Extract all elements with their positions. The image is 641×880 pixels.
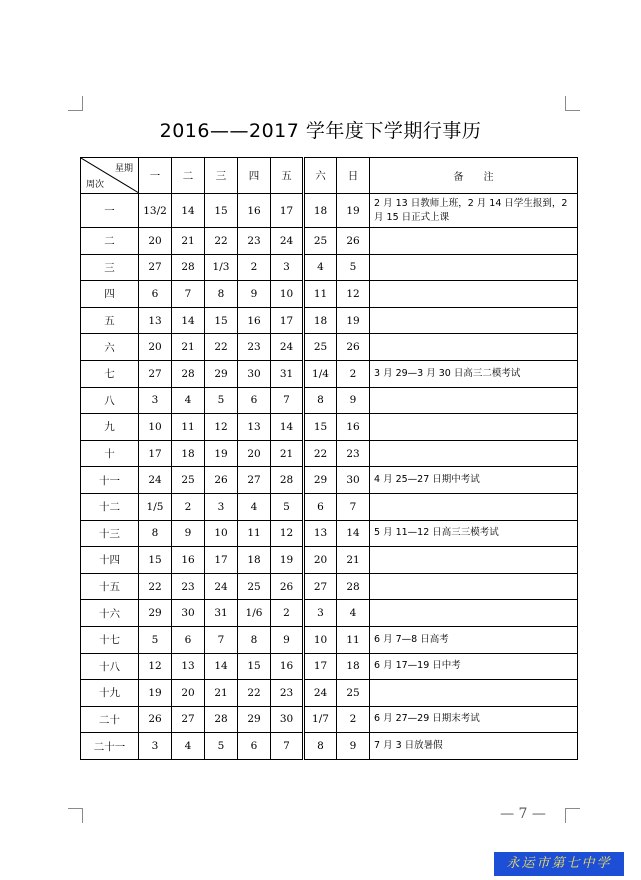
date-cell: 5 (205, 387, 238, 414)
date-cell: 5 (337, 254, 370, 281)
date-cell: 2 (337, 706, 370, 733)
date-cell: 30 (172, 600, 205, 627)
crop-mark-top-right (565, 96, 580, 111)
table-row (81, 228, 578, 255)
date-cell: 16 (337, 414, 370, 441)
date-cell: 6 (304, 493, 337, 520)
date-cell: 18 (337, 653, 370, 680)
date-cell: 5 (271, 493, 304, 520)
date-cell: 23 (337, 440, 370, 467)
date-cell: 9 (337, 387, 370, 414)
table-row (81, 493, 578, 520)
date-cell: 19 (139, 680, 172, 707)
week-number-cell: 七 (81, 360, 139, 387)
day-header: 一 (139, 158, 172, 194)
remark-cell: 6 月 7—8 日高考 (370, 626, 578, 653)
week-number-cell: 三 (81, 254, 139, 281)
date-cell: 4 (238, 493, 271, 520)
date-cell: 30 (337, 467, 370, 494)
date-cell: 20 (139, 228, 172, 255)
week-number-cell: 二十一 (81, 733, 139, 760)
date-cell: 4 (172, 387, 205, 414)
date-cell: 7 (172, 281, 205, 308)
remark-cell (370, 281, 578, 308)
remark-cell (370, 493, 578, 520)
date-cell: 10 (304, 626, 337, 653)
date-cell: 22 (205, 334, 238, 361)
remark-cell (370, 547, 578, 574)
date-cell: 26 (139, 706, 172, 733)
date-cell: 15 (304, 414, 337, 441)
date-cell: 6 (238, 733, 271, 760)
date-cell: 17 (139, 440, 172, 467)
date-cell: 12 (139, 653, 172, 680)
date-cell: 7 (271, 387, 304, 414)
remark-cell (370, 307, 578, 334)
date-cell: 14 (271, 414, 304, 441)
date-cell: 27 (238, 467, 271, 494)
date-cell: 15 (205, 194, 238, 228)
date-cell: 7 (205, 626, 238, 653)
date-cell: 21 (172, 228, 205, 255)
date-cell: 16 (238, 194, 271, 228)
date-cell: 2 (172, 493, 205, 520)
week-number-cell: 一 (81, 194, 139, 228)
date-cell: 14 (172, 307, 205, 334)
date-cell: 29 (205, 360, 238, 387)
date-cell: 3 (271, 254, 304, 281)
date-cell: 5 (139, 626, 172, 653)
remark-cell (370, 414, 578, 441)
date-cell: 4 (304, 254, 337, 281)
remark-cell (370, 254, 578, 281)
week-number-cell: 八 (81, 387, 139, 414)
page-title: 2016——2017 学年度下学期行事历 (159, 120, 482, 142)
table-row (81, 653, 578, 680)
date-cell: 31 (271, 360, 304, 387)
day-header: 三 (205, 158, 238, 194)
date-cell: 28 (271, 467, 304, 494)
table-row (81, 706, 578, 733)
date-cell: 17 (304, 653, 337, 680)
date-cell: 19 (271, 547, 304, 574)
calendar-table (80, 157, 578, 760)
date-cell: 2 (337, 360, 370, 387)
date-cell: 28 (172, 360, 205, 387)
date-cell: 15 (139, 547, 172, 574)
crop-mark-bottom-right (565, 808, 580, 823)
table-row (81, 254, 578, 281)
date-cell: 15 (205, 307, 238, 334)
date-cell: 12 (205, 414, 238, 441)
table-row (81, 360, 578, 387)
date-cell: 19 (205, 440, 238, 467)
date-cell: 1/5 (139, 493, 172, 520)
date-cell: 25 (337, 680, 370, 707)
week-number-cell: 十四 (81, 547, 139, 574)
table-row (81, 194, 578, 228)
week-number-cell: 十五 (81, 573, 139, 600)
date-cell: 10 (271, 281, 304, 308)
date-cell: 17 (271, 194, 304, 228)
date-cell: 7 (271, 733, 304, 760)
date-cell: 9 (271, 626, 304, 653)
week-number-cell: 十一 (81, 467, 139, 494)
date-cell: 22 (304, 440, 337, 467)
date-cell: 28 (205, 706, 238, 733)
date-cell: 1/7 (304, 706, 337, 733)
date-cell: 20 (139, 334, 172, 361)
table-row (81, 467, 578, 494)
date-cell: 1/3 (205, 254, 238, 281)
remark-header: 备注 (370, 158, 578, 194)
table-row (81, 281, 578, 308)
remark-cell: 4 月 25—27 日期中考试 (370, 467, 578, 494)
remark-cell: 6 月 17—19 日中考 (370, 653, 578, 680)
watermark-logo: 永运市第七中学 (494, 852, 624, 876)
date-cell: 24 (304, 680, 337, 707)
date-cell: 27 (139, 254, 172, 281)
date-cell: 27 (172, 706, 205, 733)
date-cell: 20 (172, 680, 205, 707)
date-cell: 21 (205, 680, 238, 707)
week-number-cell: 四 (81, 281, 139, 308)
week-number-cell: 十 (81, 440, 139, 467)
remark-cell (370, 387, 578, 414)
date-cell: 13 (172, 653, 205, 680)
date-cell: 1/4 (304, 360, 337, 387)
week-number-cell: 十八 (81, 653, 139, 680)
date-cell: 1/6 (238, 600, 271, 627)
date-cell: 18 (238, 547, 271, 574)
date-cell: 10 (205, 520, 238, 547)
date-cell: 6 (172, 626, 205, 653)
date-cell: 28 (172, 254, 205, 281)
week-number-cell: 十三 (81, 520, 139, 547)
date-cell: 16 (271, 653, 304, 680)
date-cell: 21 (337, 547, 370, 574)
date-cell: 30 (238, 360, 271, 387)
date-cell: 22 (238, 680, 271, 707)
table-row (81, 387, 578, 414)
day-header: 日 (337, 158, 370, 194)
date-cell: 11 (172, 414, 205, 441)
crop-mark-top-left (68, 96, 83, 111)
date-cell: 11 (238, 520, 271, 547)
date-cell: 19 (337, 307, 370, 334)
date-cell: 18 (172, 440, 205, 467)
date-cell: 8 (304, 387, 337, 414)
remark-cell (370, 573, 578, 600)
date-cell: 13 (238, 414, 271, 441)
date-cell: 27 (304, 573, 337, 600)
remark-cell: 6 月 27—29 日期末考试 (370, 706, 578, 733)
table-row (81, 600, 578, 627)
day-header: 六 (304, 158, 337, 194)
date-cell: 8 (139, 520, 172, 547)
table-row (81, 573, 578, 600)
week-number-cell: 十六 (81, 600, 139, 627)
date-cell: 12 (271, 520, 304, 547)
table-row (81, 547, 578, 574)
week-number-cell: 二 (81, 228, 139, 255)
date-cell: 3 (304, 600, 337, 627)
date-cell: 6 (238, 387, 271, 414)
date-cell: 21 (172, 334, 205, 361)
table-row (81, 733, 578, 760)
remark-cell (370, 600, 578, 627)
date-cell: 18 (304, 194, 337, 228)
date-cell: 16 (238, 307, 271, 334)
date-cell: 28 (337, 573, 370, 600)
date-cell: 14 (172, 194, 205, 228)
date-cell: 10 (139, 414, 172, 441)
table-row (81, 520, 578, 547)
date-cell: 26 (271, 573, 304, 600)
date-cell: 24 (139, 467, 172, 494)
page-number: — 7 — (500, 806, 546, 822)
date-cell: 26 (337, 228, 370, 255)
date-cell: 20 (304, 547, 337, 574)
date-cell: 5 (205, 733, 238, 760)
crop-mark-bottom-left (68, 808, 83, 823)
date-cell: 29 (139, 600, 172, 627)
date-cell: 13 (139, 307, 172, 334)
date-cell: 18 (304, 307, 337, 334)
corner-label-week-number: 周次 (86, 180, 105, 190)
date-cell: 31 (205, 600, 238, 627)
date-cell: 25 (238, 573, 271, 600)
remark-cell (370, 334, 578, 361)
date-cell: 3 (139, 733, 172, 760)
week-number-cell: 二十 (81, 706, 139, 733)
table-header-row (81, 158, 578, 194)
date-cell: 23 (238, 228, 271, 255)
date-cell: 8 (238, 626, 271, 653)
table-row (81, 414, 578, 441)
remark-cell (370, 680, 578, 707)
date-cell: 29 (238, 706, 271, 733)
date-cell: 3 (139, 387, 172, 414)
remark-cell: 2 月 13 日教师上班，2 月 14 日学生报到，2 月 15 日正式上课 (370, 194, 578, 228)
corner-header-cell (81, 158, 139, 194)
date-cell: 22 (139, 573, 172, 600)
date-cell: 14 (205, 653, 238, 680)
table-row (81, 680, 578, 707)
date-cell: 11 (337, 626, 370, 653)
date-cell: 8 (205, 281, 238, 308)
date-cell: 13 (304, 520, 337, 547)
date-cell: 13/2 (139, 194, 172, 228)
date-cell: 9 (337, 733, 370, 760)
date-cell: 6 (139, 281, 172, 308)
week-number-cell: 五 (81, 307, 139, 334)
date-cell: 30 (271, 706, 304, 733)
date-cell: 8 (304, 733, 337, 760)
date-cell: 29 (304, 467, 337, 494)
date-cell: 12 (337, 281, 370, 308)
date-cell: 24 (271, 334, 304, 361)
date-cell: 27 (139, 360, 172, 387)
week-number-cell: 六 (81, 334, 139, 361)
date-cell: 23 (238, 334, 271, 361)
date-cell: 4 (172, 733, 205, 760)
date-cell: 22 (205, 228, 238, 255)
date-cell: 26 (205, 467, 238, 494)
corner-label-weekday: 星期 (114, 164, 133, 174)
day-header: 四 (238, 158, 271, 194)
remark-cell: 7 月 3 日放暑假 (370, 733, 578, 760)
date-cell: 17 (271, 307, 304, 334)
remark-cell: 5 月 11—12 日高三三模考试 (370, 520, 578, 547)
date-cell: 23 (172, 573, 205, 600)
date-cell: 24 (271, 228, 304, 255)
date-cell: 2 (271, 600, 304, 627)
week-number-cell: 十九 (81, 680, 139, 707)
date-cell: 25 (304, 228, 337, 255)
date-cell: 20 (238, 440, 271, 467)
day-header: 二 (172, 158, 205, 194)
date-cell: 21 (271, 440, 304, 467)
table-row (81, 307, 578, 334)
remark-cell (370, 228, 578, 255)
date-cell: 26 (337, 334, 370, 361)
day-header: 五 (271, 158, 304, 194)
date-cell: 23 (271, 680, 304, 707)
table-row (81, 334, 578, 361)
date-cell: 17 (205, 547, 238, 574)
date-cell: 9 (172, 520, 205, 547)
date-cell: 4 (337, 600, 370, 627)
remark-cell: 3 月 29—3 月 30 日高三二模考试 (370, 360, 578, 387)
date-cell: 19 (337, 194, 370, 228)
table-row (81, 440, 578, 467)
date-cell: 3 (205, 493, 238, 520)
remark-cell (370, 440, 578, 467)
date-cell: 7 (337, 493, 370, 520)
table-row (81, 626, 578, 653)
date-cell: 2 (238, 254, 271, 281)
date-cell: 24 (205, 573, 238, 600)
date-cell: 11 (304, 281, 337, 308)
week-number-cell: 十二 (81, 493, 139, 520)
date-cell: 16 (172, 547, 205, 574)
date-cell: 25 (172, 467, 205, 494)
date-cell: 14 (337, 520, 370, 547)
week-number-cell: 十七 (81, 626, 139, 653)
date-cell: 15 (238, 653, 271, 680)
week-number-cell: 九 (81, 414, 139, 441)
date-cell: 25 (304, 334, 337, 361)
date-cell: 9 (238, 281, 271, 308)
